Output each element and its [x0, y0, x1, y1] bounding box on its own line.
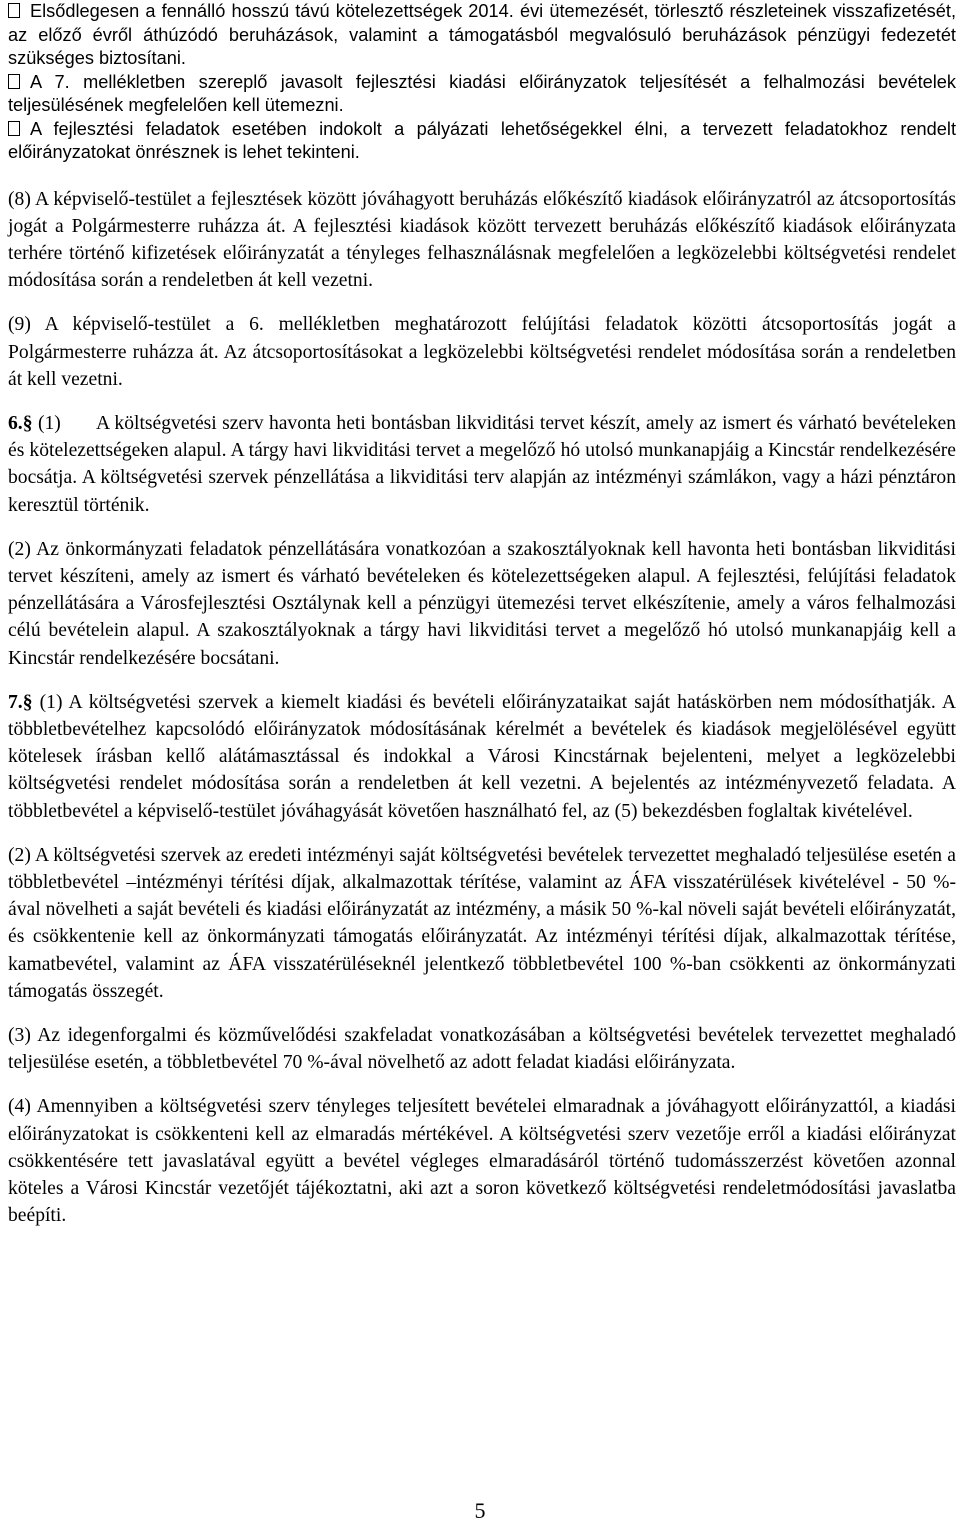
paragraph-9: (9) A képviselő-testület a 6. mellékletben meghatározott felújítási feladatok közötti átcsoportosítás jogát a Polgármesterre ruházza át. Az átcsoportosításokat a legközelebbi költségvetési rendelet módosítása során a rendeletben át kell vezetni. [8, 314, 956, 390]
section-number: 6. [8, 412, 23, 434]
paragraph-8: (8) A képviselő-testület a fejlesztések között jóváhagyott beruházás előkészítő kiadások előirányzatról az átcsoportosítás jogát a Polgármesterre ruházza át. A fejlesztési kiadások között tervezett beruházás előkészítő kiadások előirányzata terhére történő kifizetések előirányzatát a tényleges felhasználásnak megfelelően a legközelebbi költségvetési rendelet módosítása során a rendeletben át kell vezetni. [8, 188, 956, 292]
section-number: 7. [8, 691, 23, 713]
bullet-text: Elsődlegesen a fennálló hosszú távú kötelezettségek 2014. évi ütemezését, törlesztő részleteinek visszafizetését, az előző évről áthúzódó beruházások, valamint a támogatásból megvalósuló beruházások pénzügyi fedezetét szükséges biztosítani. [8, 1, 956, 68]
document-page [8, 0, 956, 1229]
page-number: 5 [474, 1498, 486, 1523]
section-7-paragraph-4: (4) Amennyiben a költségvetési szerv tényleges teljesített bevételei elmaradnak a jóváhagyott előirányzattól, a kiadási előirányzatokat is csökkenteni kell az elmaradás mértékével. A költségvetési szerv vezetője erről a kiadási előirányzat csökkentésére tett javaslatával együtt a bevétel végleges elmaradásáról történő tudomásszerzést követően azonnal köteles a Városi Kincstár vezetőjét tájékoztatni, aki azt a soron következő költségvetési rendeletmódosítási javaslatba beépíti. [8, 1096, 956, 1227]
paragraph-text: (1) A költségvetési szervek a kiemelt kiadási és bevételi előirányzataikat saját hatáskörben nem módosíthatják. A többletbevételhez kapcsolódó előirányzatok módosításának kérelmét a bevételek és kiadások megjelölésével együtt kötelesek írásban kellő alátámasztással és indokkal a Városi Kincstárnak bejelenteni, melyet a legközelebbi költségvetési rendelet módosítása során a rendeletben át kell vezetni. A bejelentés az intézményvezető feladata. A többletbevétel a képviselő-testület jóváhagyását követően használható fel, az (5) bekezdésben foglaltak kivételével. [8, 691, 956, 822]
bullet-box-icon [8, 3, 20, 18]
section-7-paragraph-1 [8, 689, 956, 825]
section-sign: § [22, 691, 33, 713]
section-sign: § [22, 412, 33, 434]
subsection-number: (1) [37, 412, 61, 434]
bullet-list [8, 0, 956, 165]
section-6-paragraph-1 [8, 410, 956, 519]
bullet-box-icon [8, 74, 20, 89]
bullet-box-icon [8, 121, 20, 136]
bullet-text: A 7. mellékletben szereplő javasolt fejlesztési kiadási előirányzatok teljesítését a felhalmozási bevételek teljesülésének megfelelően kell ütemezni. [8, 71, 956, 115]
bullet-item [8, 0, 956, 71]
bullet-item [8, 118, 956, 165]
section-6-paragraph-2: (2) Az önkormányzati feladatok pénzellátására vonatkozóan a szakosztályoknak kell havonta heti bontásban likviditási tervet készíteni, amely az ismert és várható bevételeken és kötelezettségeken alapul. A fejlesztési, felújítási feladatok pénzellátására a Városfejlesztési Osztálynak kell a pénzügyi ütemezési tervet elkészítenie, amely a város felhalmozási célú bevételein alapul. A szakosztályoknak a tárgy havi likviditási tervet a megelőző hó utolsó munkanapjáig kell a Kincstár rendelkezésére bocsátani. [8, 538, 956, 669]
bullet-text: A fejlesztési feladatok esetében indokolt a pályázati lehetőségekkel élni, a tervezett feladatokhoz rendelt előirányzatokat önrésznek is lehet tekinteni. [8, 118, 956, 162]
section-7-paragraph-3: (3) Az idegenforgalmi és közművelődési szakfeladat vonatkozásában a költségvetési bevételek tervezettet meghaladó teljesülése esetén, a többletbevétel 70 %-ával növelhető az adott feladat kiadási előirányzata. [8, 1024, 956, 1074]
bullet-item [8, 71, 956, 118]
section-7-paragraph-2: (2) A költségvetési szervek az eredeti intézményi saját költségvetési bevételek tervezettet meghaladó teljesülése esetén a többletbevétel –intézményi térítési díjak, alkalmazottak térítése, valamint az ÁFA visszatérülések kivételével - 50 %-ával növelheti a saját bevételi és kiadási előirányzatát az intézmény, a másik 50 %-kal növeli saját bevételi előirányzatát, és csökkentenie kell az önkormányzati támogatás előirányzatát. Az intézményi térítési díjak, alkalmazottak térítése, kamatbevétel, valamint az ÁFA visszatérüléseknél jelentkező többletbevétel 100 %-ban csökkenti az önkormányzati támogatás összegét. [8, 844, 956, 1002]
paragraph-text: A költségvetési szerv havonta heti bontásban likviditási tervet készít, amely az ismert és várható bevételeken és kötelezettségeken alapul. A tárgy havi likviditási tervet a megelőző hó utolsó munkanapjáig a Kincstár rendelkezésére bocsátja. A költségvetési szervek pénzellátása a likviditási terv alapján az intézményi számlákon, vagy a házi pénztáron keresztül történik. [8, 412, 956, 516]
